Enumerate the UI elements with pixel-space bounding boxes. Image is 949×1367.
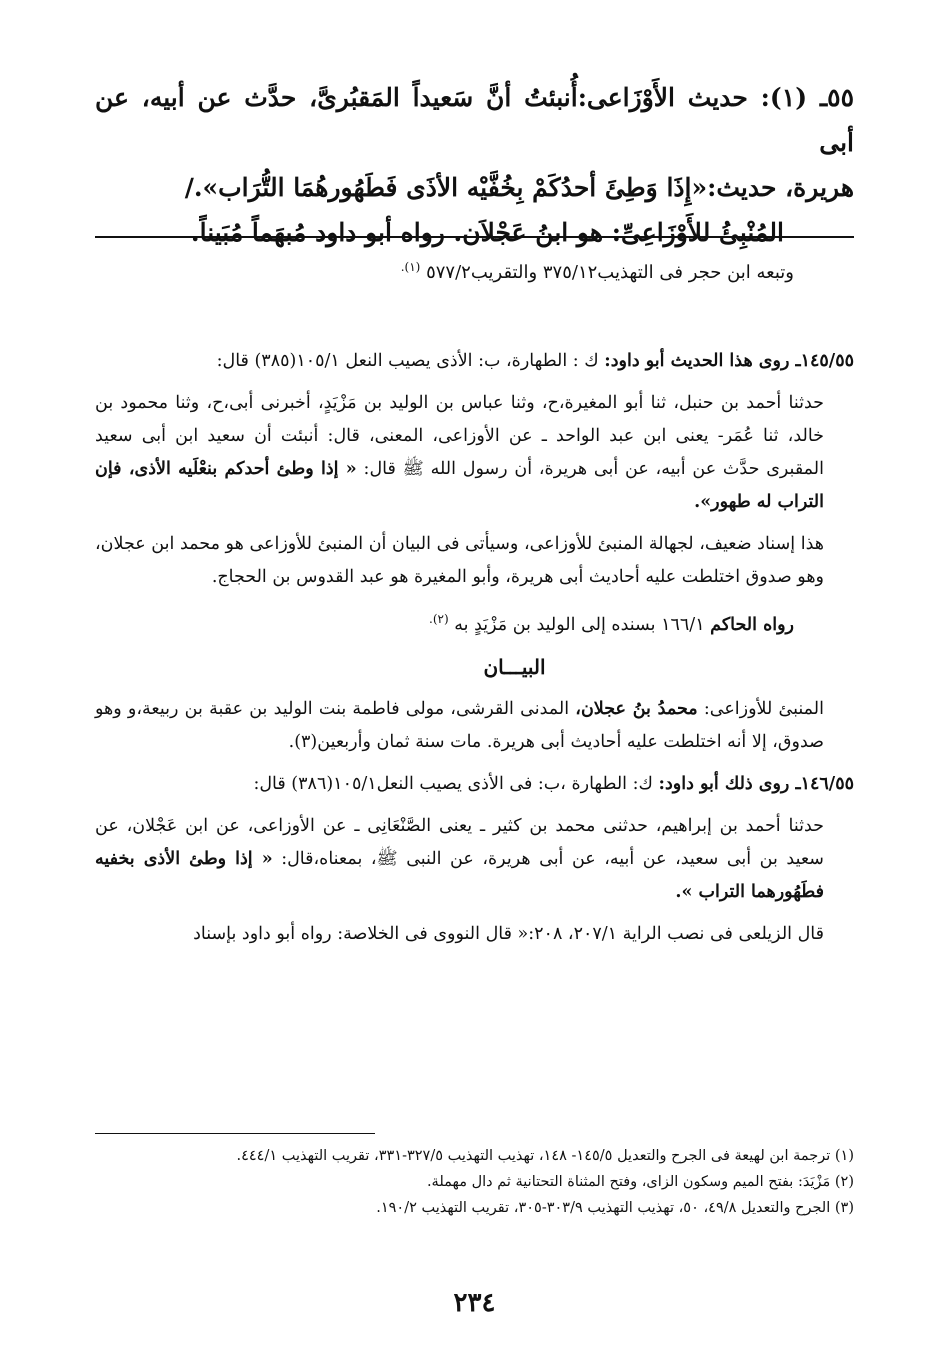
main-body [95,345,854,960]
bayan-text [95,693,854,759]
entry-145-isnad [95,387,854,519]
book-page [95,0,854,1367]
footnote-2: (٢) مَزْيَدَ: بفتح الميم وسكون الزاى، وفتح المثناة التحتانية ثم دال مهملة. [426,1174,854,1190]
top-note [95,254,854,286]
entry-145-matn: « إذا وطئ أحدكم بنعْلَيه الأذى، فإن التراب له طهور». [95,459,824,512]
footnotes [95,1143,854,1221]
hadith-heading [95,75,854,255]
page-number: ٢٣٤ [453,1288,496,1318]
entry-146-rest: ك: الطهارة ،ب: فى الأذى يصيب النعل١٠٥/١(٣٨٦) قال: [253,773,653,794]
entry-145-lead: ١٤٥/٥٥ـ روى هذا الحديث أبو داود: [604,351,854,371]
entry-146-header [95,768,854,801]
footnote-divider [95,1133,375,1134]
zaylai-line: قال الزيلعى فى نصب الراية ٢٠٧/١، ٢٠٨:« قال النووى فى الخلاصة: رواه أبو داود بإسناد [193,923,824,944]
footnote-1: (١) ترجمة ابن لهيعة فى الجرح والتعديل ١٤٥/٥- ١٤٨، تهذيب التهذيب ٣٢٧/٥-٣٣١، تقريب التهذيب ٤٤٤/١. [236,1148,854,1164]
entry-146-lead: ١٤٦/٥٥ـ روى ذلك أبو داود: [658,773,854,794]
footnote-3: (٣) الجرح والتعديل ٤٩/٨، ٥٠، تهذيب التهذيب ٣٠٣/٩-٣٠٥، تقريب التهذيب ١٩٠/٢. [376,1200,854,1216]
entry-146-isnad-text: حدثنا أحمد بن إبراهيم، حدثنى محمد بن كثير ـ يعنى الصَّنْعَانِى ـ عن الأوزاعى، عن ابن عَجْلان، عن سعيد بن أبى سعيد، عن أبيه، عن أبى هريرة، عن النبى ﷺ، بمعناه،قال: [95,815,824,869]
entry-145-header [95,345,854,378]
bayan-title: البيـــان [483,654,546,679]
bayan-pre: المنبئ للأوزاعى: [703,698,824,719]
bayan-post: المدنى القرشى، مولى فاطمة بنت الوليد بن عقبة بن ربيعة،و وهو صدوق، إلا أنه اختلطت عليه أحاديث أبى هريرة. مات سنة ثمان وأربعين(٣). [95,698,824,752]
entry-145-rest: ك : الطهارة، ب: الأذى يصيب النعل ١٠٥/١(٣٨٥) قال: [216,351,599,371]
entry-145-isnad-text: حدثنا أحمد بن حنبل، ثنا أبو المغيرة،ح، وثنا عباس بن الوليد بن مَزْيَدٍ، أخبرنى أبى،ح، وثنا محمود بن خالد، ثنا عُمَر- يعنى ابن عبد الواحد ـ عن الأوزاعى، المعنى، قال: أنبئت أن سعيد ابن أبى سعيد المقبرى حدَّث عن أبيه، عن أبى هريرة، أن رسول الله ﷺ قال: [95,393,824,479]
hakim-text: ١٦٦/١ بسنده إلى الوليد بن مَزْيَدٍ به [454,614,705,635]
hakim-label: رواه الحاكم [710,614,794,635]
top-note-text: وتبعه ابن حجر فى التهذيب٣٧٥/١٢ والتقريب٥٧٧/٢ [426,262,794,283]
heading-line-1: ٥٥ـ (١): حديث الأَوْزَاعى:أُنبئتُ أنَّ سَعيداً المَقبُرىَّ، حدَّث عن أبيه، عن أبى [95,83,855,157]
top-note-ref: (١). [400,260,421,274]
entry-146-isnad [95,810,854,909]
entry-145-comment: هذا إسناد ضعيف، لجهالة المنبئ للأوزاعى، وسيأتى فى البيان أن المنبئ للأوزاعى هو محمد ابن عجلان، وهو صدوق اختلطت عليه أحاديث أبى هريرة، وأبو المغيرة هو عبد القدوس بن الحجاج. [95,534,824,587]
heading-line-3: المُنْبِئُ للأَوْزَاعِىِّ: هو ابنُ عَجْلاَن. رواه أبو داود مُبهَماً مُبَيناً. [190,218,784,247]
bayan-name: محمدُ بنُ عجلان، [575,698,698,719]
top-divider [95,236,854,238]
heading-line-2: هريرة، حديث:«إِذَا وَطِئَ أحدُكَمْ بِخُفَّيْه الأذَى فَطَهُورهُمَا التُّرَاب».∕ [184,173,854,202]
hakim-ref: (٢). [429,612,449,626]
hakim-line [95,603,854,642]
entry-146-matn: « إذا وطئ الأذى بخفيه فطَهُورهما التراب ». [95,848,824,902]
